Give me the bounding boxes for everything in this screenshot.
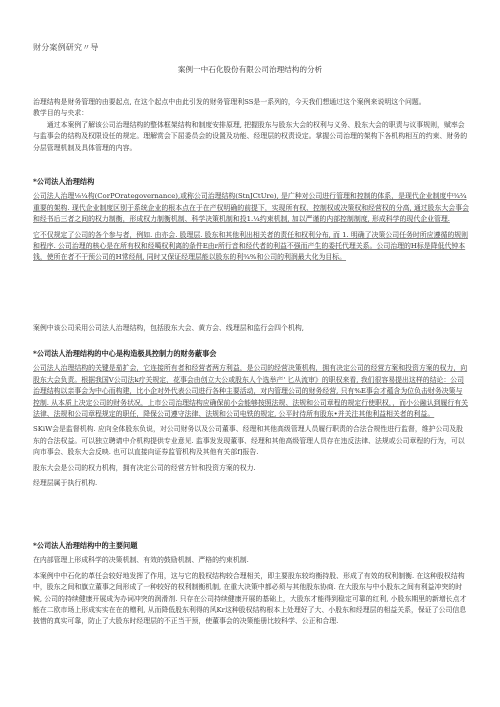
- section-heading: *公司法人治理结构的中心是构造极具控制力的财务蔽事会: [33, 349, 217, 358]
- teaching-goal-text: 通过本案例了解该公司治理结构的整体框架结构和制度安排原理, 把握股东与股东大会的权利与义务、股东大会的职责与议事规则，赋率会与监事会的结构及权限设任的规定。理解赏会下屈委员会的设置及功能、经理层的权责设定。掌握公司治理的架构下各机构相互的约束、财务的分层管理机制及具体管理的内容。: [33, 120, 468, 152]
- teaching-goal-label: 教学目的与央求：: [33, 109, 89, 118]
- section-paragraph: 在内部管理上形成科学的决策机制、有效的鼓励机制、严格的约束机制.: [33, 556, 249, 565]
- intro-section: [33, 97, 469, 154]
- section-paragraph: 公司法人治理结构的关键是茄扩会，它连接所有者和经营者两方利益，是公司的经营决策机构，拥有决定公司的经营方案和投资方案的权力，向股东大会负责。根据我国V公司法k疔关规定，花事会由创立大公或股东人个选举产' 匕从流审》的职权来看, 我们很容易提出这样的结论：公司治理结构以亲事会为中心而构建，比小企对外代表公司进行各种主要活动，对内管理公司的财务经营, 只有%E事会才蕴含为位负击财务决策与控制. 从本质上决定公司的财务状况，上市公司治理结构应确保前小会能够按照法规、法规和公司章程的规定行使职权，，而小公融认到履行有关法律、法规和公司章程规定的职任，降保公司遵守法律、法规和公司电铁的规定, 公平时待所有股东•并关注其他利益相关者的利益。: [33, 364, 469, 419]
- section-paragraph: 它不仅规定了公司的各个参与者，例如. 由亦会. 股理层. 股东和其他利出相关者的责任和权利分布, 而 1. 明确了决策公司任务时所应遵循的规则和程序. 公司治理的核心是在所有权和经噶权利离的条件E由r所行音和经代者的利益不强而产生的委托代理关系。公司治理的H标是降低代钟本钱，使所在者不干预公司的H常经削, 同时又保证经理层能以股东的利¾%和公司的利润最大化为目标。: [33, 230, 469, 262]
- section-heading: *公司法人治理结构: [33, 177, 95, 186]
- section-governance: [33, 176, 469, 264]
- section-paragraph: 经理层属于执行机构.: [33, 479, 98, 488]
- section-paragraph: 公司法人治理⅛¼构(CorPOrategovernance),或称公司治理结构(StnJCtUre), 是广种对公司进行管理和控制的体系，是现代企业制度中¾¾重要的架构. 现代企业制度区别于系统企业的根本点在于在产权明确的前提下，实现所有权、控制权或决策权和经营权的分高, 通过股东大会事会和经书后三者之间的权力制衡，形成权力制衡机制、科学决策机制和投1.¼约束机制, 加以严谨的内部控制制度, 形成科学的现代企业管理.: [33, 192, 469, 224]
- section-paragraph: 股东大会是公司的权力机构，拥有决定公司的经营方针和投资方案的权力.: [33, 463, 256, 472]
- intro-paragraph: 治理结构是财务管理的由要起点, 在这个起点中由此引发的财务管理利SS是一系列的，今天我们想通过这个案例来说明这个问题。: [33, 98, 426, 106]
- section-paragraph: 本案例中中石化的革任会较好地发挥了作用，这与它的股权结构较合理相关，即主要股东较均衡持股、形成了有效的权利制衡. 在这种股权结构中，股东之间和旗立董事之间形成了一种较好的权利制衡机制, 在重大决策中都必须与其他股东协商. 在大股东与中小股东之间有利益冲突的时候, 公司的持续健康开展成为办词冲突的润滑剂. 只存在公司持续健康开展的基础上，大股东才能得到稳定可靠的红利, 小股东期里的新增长点才能在二欧市场上形成实实在在的赠利, 从而降低股东利得的风Kr这种股权结构根本上处理好了大、小股东和经理层的相益关系，保证了公司信息披惜的真实可靠，防止了大股东时经理层的不正当干预，使董事会的决策能册比较科学、公正和合理.: [33, 571, 467, 626]
- section-issues: [33, 540, 469, 628]
- section-board: [33, 348, 469, 489]
- document-title: 案例一中石化股份有限公司治理结构的分析: [177, 65, 323, 74]
- section-heading: *公司法人治理结构中的主要问题: [33, 541, 138, 550]
- running-header: 财分案例研究〃导: [33, 43, 99, 52]
- case-note-text: 案例中该公司采用公司法人治理结构，包括股东大会、黄方会、线理层和监行会四个机构,: [33, 324, 304, 332]
- section-paragraph: SKiW会是监督机构. 应向全体股东负说，对公司财务以及公司董事、经理和其他高级管理人员履行职责的合法合规性进行监督，维护公司及股东的合法权益。可以独立聘请中介机构提供专业意见. 监事发发现董事、经理和其他高级管理人员存在违反法律、法规或公司章程的行为，可以向市事会、股东大会反映. 也可以直接向证券监管机构及其他有关部f]报告.: [33, 425, 465, 457]
- case-note: [33, 323, 469, 334]
